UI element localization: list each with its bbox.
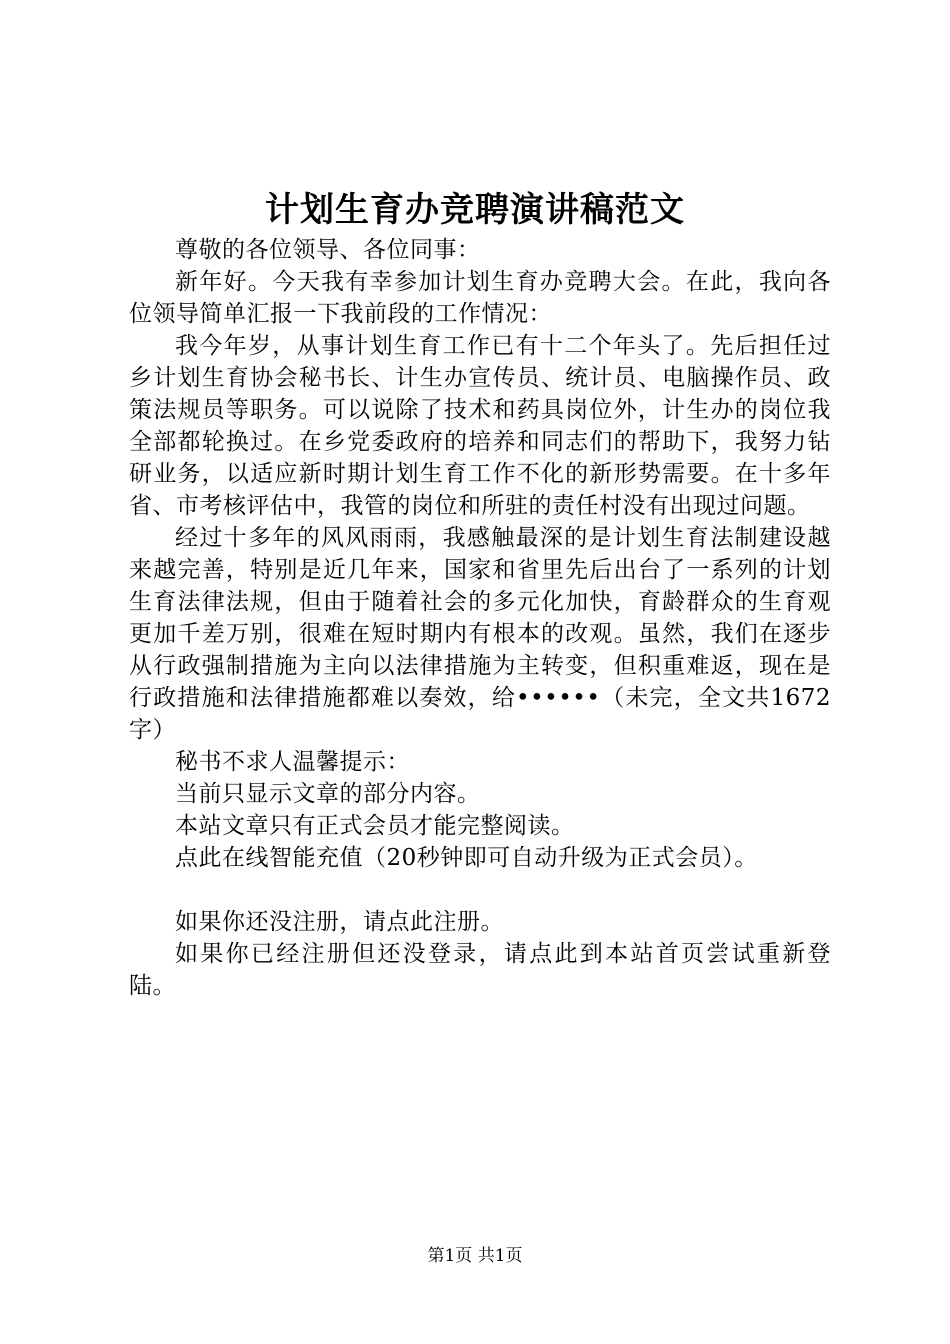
tip-partial-content: 当前只显示文章的部分内容。 <box>175 781 481 807</box>
document-body <box>129 234 831 1002</box>
tip-heading: 秘书不求人温馨提示： <box>175 749 410 775</box>
page-footer: 第1页 共1页 <box>427 1246 523 1266</box>
tip-members-only: 本站文章只有正式会员才能完整阅读。 <box>175 813 575 839</box>
salutation: 尊敬的各位领导、各位同事： <box>175 237 481 263</box>
greeting-paragraph: 新年好。今天我有幸参加计划生育办竞聘大会。在此，我向各位领导简单汇报一下我前段的工作情况： <box>129 269 831 327</box>
document-title: 计划生育办竞聘演讲稿范文 <box>265 190 685 230</box>
register-link[interactable]: 如果你还没注册，请点此注册。 <box>175 909 504 935</box>
reflection-paragraph: 经过十多年的风风雨雨，我感触最深的是计划生育法制建设越来越完善，特别是近几年来，国家和省里先后出台了一系列的计划生育法律法规，但由于随着社会的多元化加快，育龄群众的生育观更加千差万别，很难在短时期内有根本的改观。虽然，我们在逐步从行政强制措施为主向以法律措施为主转变，但积重难返，现在是行政措施和法律措施都难以奏效，给••••••（未完，全文共1672字） <box>129 525 831 743</box>
login-link[interactable]: 如果你已经注册但还没登录，请点此到本站首页尝试重新登陆。 <box>129 941 831 999</box>
experience-paragraph: 我今年岁，从事计划生育工作已有十二个年头了。先后担任过乡计划生育协会秘书长、计生办宣传员、统计员、电脑操作员、政策法规员等职务。可以说除了技术和药具岗位外，计生办的岗位我全部都轮换过。在乡党委政府的培养和同志们的帮助下，我努力钻研业务，以适应新时期计划生育工作不化的新形势需要。在十多年省、市考核评估中，我管的岗位和所驻的责任村没有出现过问题。 <box>129 333 831 519</box>
recharge-link[interactable]: 点此在线智能充值（20秒钟即可自动升级为正式会员）。 <box>175 845 758 871</box>
blank-line <box>129 874 831 906</box>
